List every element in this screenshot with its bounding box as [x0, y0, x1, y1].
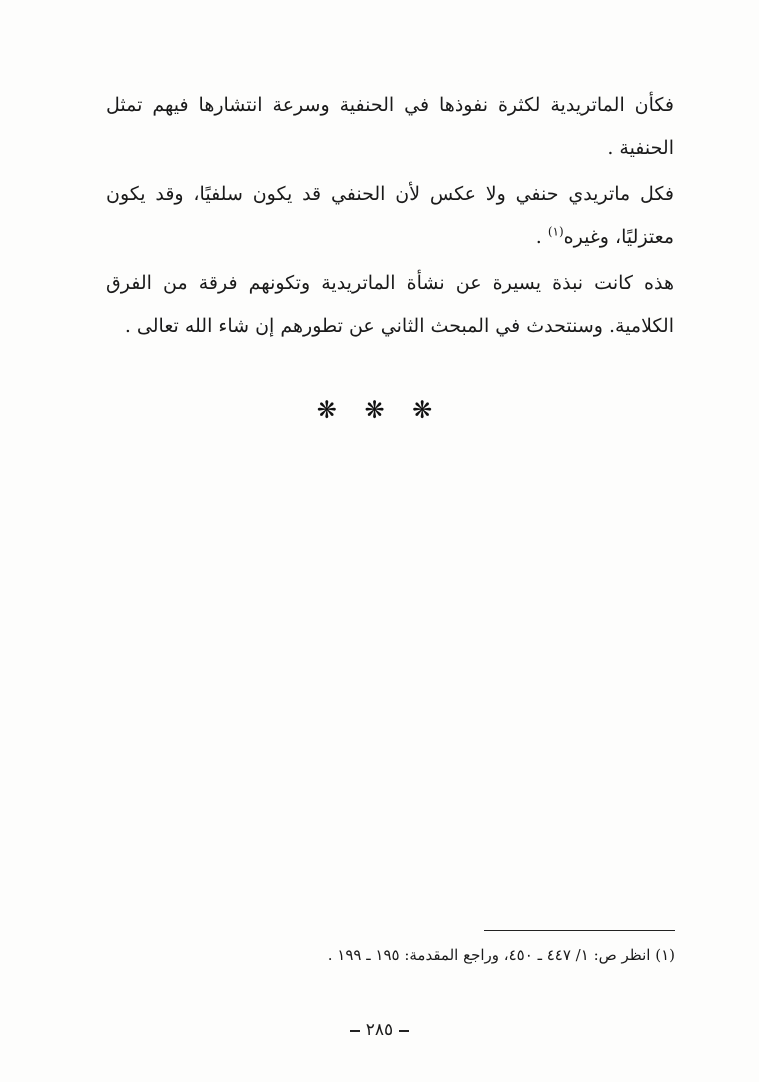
- paragraph-1-text: فكأن الماتريدية لكثرة نفوذها في الحنفية وسرعة انتشارها فيهم تمثل الحنفية .: [106, 94, 674, 159]
- footnote: [280, 942, 675, 968]
- page-number-dash-right: [399, 1030, 409, 1032]
- footnote-reference[interactable]: (١): [547, 224, 564, 239]
- footnote-divider: [484, 930, 675, 931]
- page-number-value: ٢٨٥: [365, 1020, 394, 1040]
- section-separator: ❋ ❋ ❋: [316, 396, 443, 424]
- paragraph-2-end: .: [535, 226, 548, 248]
- paragraph-2-body: فكل ماتريدي حنفي ولا عكس لأن الحنفي قد يكون سلفيًا، وقد يكون معتزليًا، وغيره: [106, 183, 674, 248]
- paragraph-3: [106, 262, 674, 348]
- paragraph-2: [106, 173, 674, 259]
- page-number-dash-left: [350, 1030, 360, 1032]
- paragraph-1: [106, 84, 674, 170]
- paragraph-2-text: [106, 173, 674, 259]
- page-number: [0, 1020, 759, 1040]
- footnote-text: (١) انظر ص: ١/ ٤٤٧ ـ ٤٥٠، وراجع المقدمة: ١٩٥ ـ ١٩٩ .: [327, 946, 675, 964]
- paragraph-3-text: هذه كانت نبذة يسيرة عن نشأة الماتريدية وتكونهم فرقة من الفرق الكلامية. وسنتحدث في المبحث الثاني عن تطورهم إن شاء الله تعالى .: [106, 272, 674, 337]
